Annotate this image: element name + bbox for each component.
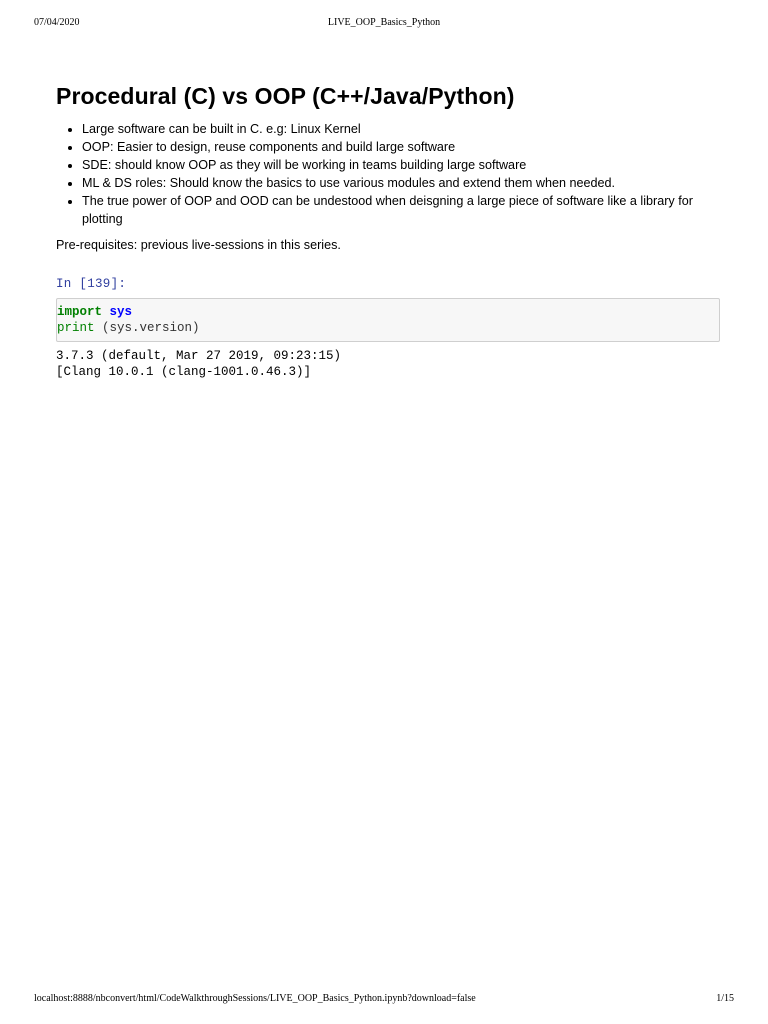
output-line: [Clang 10.0.1 (clang-1001.0.46.3)] xyxy=(56,365,312,379)
prerequisites-text: Pre-requisites: previous live-sessions in this series. xyxy=(56,238,341,252)
cell-prompt: In [139]: xyxy=(56,277,127,291)
print-title: LIVE_OOP_Basics_Python xyxy=(327,17,441,28)
notebook-content xyxy=(56,80,720,380)
bullet-item: • SDE: should know OOP as they will be working in teams building large software xyxy=(82,156,720,174)
bullet-item: • Large software can be built in C. e.g: Linux Kernel xyxy=(82,120,720,138)
code-cell[interactable] xyxy=(56,298,720,342)
output-line: 3.7.3 (default, Mar 27 2019, 09:23:15) xyxy=(56,349,342,363)
code-line-import xyxy=(57,304,719,320)
bullet-list xyxy=(56,120,720,228)
page-heading: Procedural (C) vs OOP (C++/Java/Python) xyxy=(56,83,515,109)
code-keyword: import xyxy=(57,305,103,319)
page-number: 1/15 xyxy=(716,993,734,1004)
code-line-print xyxy=(57,320,719,336)
print-header xyxy=(0,17,768,31)
bullet-item: • OOP: Easier to design, reuse components and build large software xyxy=(82,138,720,156)
code-builtin: print xyxy=(57,321,95,335)
bullet-item: • ML & DS roles: Should know the basics to use various modules and extend them when needed. xyxy=(82,174,720,192)
print-date: 07/04/2020 xyxy=(34,17,80,28)
print-url: localhost:8888/nbconvert/html/CodeWalkthroughSessions/LIVE_OOP_Basics_Python.ipynb?download=false xyxy=(34,993,476,1004)
code-module: sys xyxy=(109,305,133,319)
code-args: (sys.version) xyxy=(94,321,200,335)
print-footer xyxy=(0,993,768,1007)
bullet-item: • The true power of OOP and OOD can be undestood when deisgning a large piece of software like a library for plotting xyxy=(82,192,720,228)
cell-output xyxy=(56,348,720,380)
